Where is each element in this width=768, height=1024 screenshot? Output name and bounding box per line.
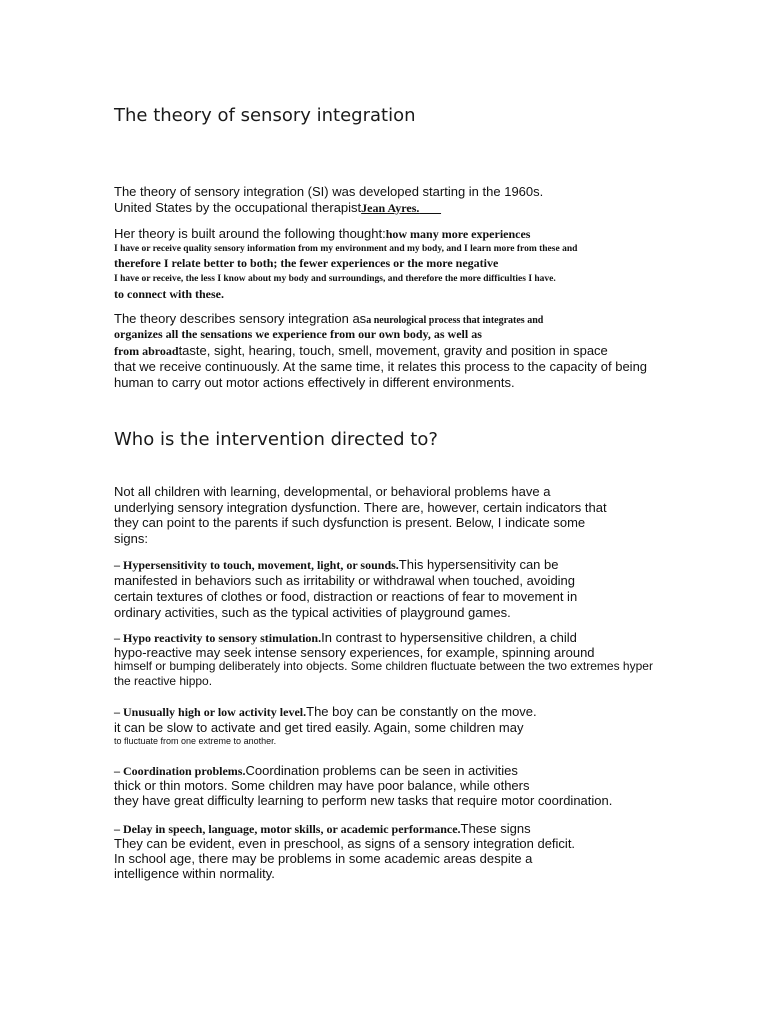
theory-p2-line1-text: Her theory is built around the following thought:	[114, 226, 386, 241]
sign1-line1-text: This hypersensitivity can be	[398, 557, 559, 572]
sign1-line2: manifested in behaviors such as irritability or withdrawal when touched, avoiding	[114, 573, 576, 588]
sign2-line1-text: In contrast to hypersensitive children, a child	[321, 630, 577, 645]
theory-p1-line2-text: United States by the occupational therapist	[114, 200, 362, 215]
sign3-line1	[114, 704, 537, 720]
theory-p2-line3: therefore I relate better to both; the fewer experiences or the more negative	[114, 256, 499, 270]
theory-p3-line3	[114, 343, 608, 359]
theory-p3-line3-bold: from abroad	[114, 344, 179, 358]
theory-p3-line5: human to carry out motor actions effectively in different environments.	[114, 375, 515, 390]
intro-line2: underlying sensory integration dysfunction. There are, however, certain indicators that	[114, 500, 607, 515]
theory-p2-line2: I have or receive quality sensory information from my environment and my body, and I learn more from these and	[114, 244, 578, 254]
intro-line1: Not all children with learning, developmental, or behavioral problems have a	[114, 484, 551, 499]
theory-p3-line2: organizes all the sensations we experience from our own body, as well as	[114, 327, 482, 341]
intro-line4: signs:	[114, 531, 148, 546]
sign3-line2: it can be slow to activate and get tired easily. Again, some children may	[114, 720, 524, 735]
sign1-line1	[114, 557, 558, 573]
sign5-line2: They can be evident, even in preschool, as signs of a sensory integration deficit.	[114, 836, 576, 851]
sign2-line3: himself or bumping deliberately into objects. Some children fluctuate between the two extremes hyper	[114, 659, 653, 673]
theory-p1-line1: The theory of sensory integration (SI) was developed starting in the 1960s.	[114, 184, 544, 199]
theory-p3-line4: that we receive continuously. At the same time, it relates this process to the capacity of being	[114, 359, 648, 374]
theory-p3-line1-text: The theory describes sensory integration as	[114, 311, 367, 326]
sign2-line4: the reactive hippo.	[114, 674, 213, 688]
sign3-title: – Unusually high or low activity level.	[114, 705, 307, 719]
sign2-title: – Hypo reactivity to sensory stimulation.	[114, 631, 322, 645]
sign5-title: – Delay in speech, language, motor skills, or academic performance.	[114, 822, 461, 836]
section-heading-intervention: Who is the intervention directed to?	[114, 429, 438, 450]
sign3-line1-text: The boy can be constantly on the move.	[306, 704, 537, 719]
theory-p1-line2	[114, 200, 441, 216]
theory-p3-line1	[114, 311, 543, 328]
intro-line3: they can point to the parents if such dysfunction is present. Below, I indicate some	[114, 515, 586, 530]
theory-p2-line5: to connect with these.	[114, 287, 224, 301]
therapist-name: Jean Ayres.	[361, 201, 420, 215]
sign4-line1	[114, 763, 518, 779]
therapist-name-underline	[419, 200, 441, 215]
sign2-line1	[114, 630, 577, 646]
theory-p2-line1	[114, 226, 530, 242]
sign1-title: – Hypersensitivity to touch, movement, light, or sounds.	[114, 558, 399, 572]
sign1-line4: ordinary activities, such as the typical activities of playground games.	[114, 605, 511, 620]
sign2-line2: hypo-reactive may seek intense sensory experiences, for example, spinning around	[114, 645, 595, 660]
sign4-line3: they have great difficulty learning to perform new tasks that require motor coordination.	[114, 793, 613, 808]
sign1-line3: certain textures of clothes or food, distraction or reactions of fear to movement in	[114, 589, 578, 604]
theory-p3-line3-text: taste, sight, hearing, touch, smell, movement, gravity and position in space	[178, 343, 608, 358]
theory-p2-line1-bold: how many more experiences	[385, 227, 531, 241]
sign3-line3: to fluctuate from one extreme to another.	[114, 736, 277, 746]
sign4-line1-text: Coordination problems can be seen in activities	[245, 763, 518, 778]
sign4-title: – Coordination problems.	[114, 764, 246, 778]
theory-p3-line1-bold: a neurological process that integrates and	[366, 315, 544, 326]
section-heading-theory: The theory of sensory integration	[114, 105, 416, 126]
sign5-line4: intelligence within normality.	[114, 866, 275, 881]
theory-p2-line4: I have or receive, the less I know about my body and surroundings, and therefore the more difficulties I have.	[114, 274, 556, 284]
sign5-line1-text: These signs	[460, 821, 531, 836]
sign4-line2: thick or thin motors. Some children may have poor balance, while others	[114, 778, 530, 793]
sign5-line1	[114, 821, 531, 837]
sign5-line3: In school age, there may be problems in some academic areas despite a	[114, 851, 533, 866]
